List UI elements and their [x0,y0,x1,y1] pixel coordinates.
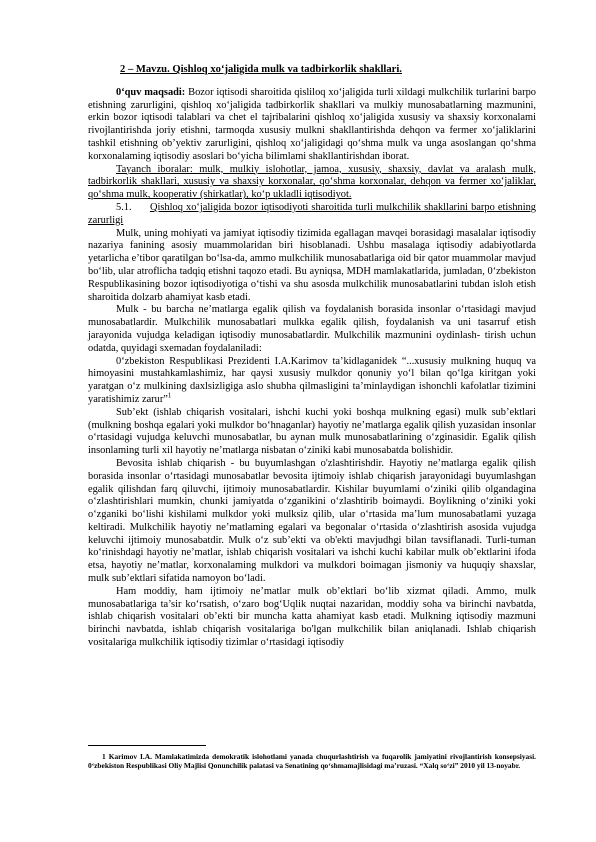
quote-text: 0‘zbekiston Respublikasi Prezidenti I.A.Karimov ta’kidlaganidek “...xususiy mulkning huquq va himoyasini mustahkamlashimiz, har qaysi xususiy mulkdor qonuniy yo‘l bilan qo‘lga kiritgan yoki yaratgan o‘z mulkining daxlsizligiga aslo shubha qilmasligini ta’minlaydigan ishonchli kafolatlar tizimini yaratishimiz zarur” [88,355,536,405]
body-paragraph-4: Sub’ekt (ishlab chiqarish vositalari, ishchi kuchi yoki boshqa mulkning egasi) mulk sub’ektlari (mulkning boshqa egalari yoki mulkdor bo‘hnaganlar) hayotiy ne’matlarga egalik qilish yuzasidan insonlar o‘rtasidagi vujudga keluvchi munosabatlar, bu aynan mulk munosabatlarining o‘zginasidir. Egalik qilish insonlaming turli xil hayotiy ne’matlarga nisbatan o‘ziniki kabi munosabatda bolishidir. [88,406,536,457]
learning-goal [88,87,536,164]
page-title: 2 – Mavzu. Qishloq xo‘jaligida mulk va tadbirkorlik shakllari. [120,64,402,75]
footnote-divider [88,745,206,746]
body-paragraph-6: Ham moddiy, ham ijtimoiy ne’matlar mulk ob’ektlari bo‘lib xizmat qiladi. Ammo, mulk munosabatlariga ta’sir ko‘rsatish, o‘zaro bog‘Uqlik nuqtai nazaridan, moddiy soha va birinchi navbatda, ishlab chiqarish vositalari ob’ekti bir muncha katta ahamiyat kasb etadi. Mulkning iqtisodiy mazmuni birinchi navbatda, ishlab chiqarish vositalariga bo'lgan mulkchilik bilan aniqlanadi. Ishlab chiqarish vositalariga mulkchilik iqtisodiy tizimlar o‘rtasidagi iqtisodiy [88,585,536,649]
body-paragraph-5: Bevosita ishlab chiqarish - bu buyumlashgan o'zlashtirishdir. Hayotiy ne’matlarga egalik qilish borasida insonlar o‘rtasidagi munosabatlar bevosita ijtimoiy ishlab chiqarish jarayonidagi buyumlashgan egalik qilishdan farq qiluvchi, ijtimoiy munosabatlardir. Kishilar buyumlami o‘ziniki qilib olgandagina o‘zlashtirishlari mumkin, chunki jamiyatda o‘zganikini o‘zlashtirib boimaydi. Boylikning o‘ziniki yoki o‘zganiki bo‘lishi kishilami mulkdor yoki mulksiz qilib, ular o‘rtasida ma’lum munosabatlami yuzaga keltiradi. Mulkchilik hayotiy ne’matlaming egalari va begonalar o‘rtasida o‘zlashtirish asosida vujudga keluvchi ijtimoiy munosabatdir. Mulk o‘z sub’ekti va ob'ekti mavjudhgi bilan tavsiflanadi. Turli-tuman ko‘rinishdagi hayotiy ne’matlar, ishlab chiqarish vositalari va ishchi kuchi kabilar mulk ob’ektlarini ifoda etsa, hayotiy ne’matlar, korxonalaming mulkdori va mulkdori boimagan jismoniy va huquqiy shaxslar, mulk sub’ektlari sifatida namoyon bo‘ladi. [88,457,536,585]
section-number: 5.1. [116,201,132,213]
document-body [88,64,536,650]
footnote: 1 Karimov I.A. Mamlakatimizda demokratik islohotlami yanada chuqurlashtirish va fuqarolik jamiyatini rivojlantirish konsepsiyasi. 0‘zbekiston Respublikasi Oliy Majlisi Qonunchilik palatasi va Senatining qo‘shmamajlisidagi ma’ruzasi. “Xalq so‘zi” 2010 yil 13-noyabr. [88,752,536,771]
goal-label: 0‘quv maqsadi: [116,86,186,98]
body-paragraph-1: Mulk, uning mohiyati va jamiyat iqtisodiy tizimida egallagan mavqei borasidagi masalalar iqtisodiy nazariya fanining asosiy muammolaridan biri hisoblanadi. Ushbu masalaga iqtisodiy adabiyotlarda yetarlicha e’tibor qaratilgan bo‘lsa-da, ammo mulkchilik munosabatlariga oid bir qator muammolar mavjud bo‘lib, ular atroflicha tadqiq etishni taqozo etadi. Bu ayniqsa, MDH mamlakatlarida, jumladan, 0‘zbekiston Respublikasining bozor iqtisodiyotiga o‘tishi va shu asosda mulkchilik munosabatlarini tubdan isloh etish sharoitida dolzarb ahamiyat kasb etadi. [88,227,536,303]
footnote-reference[interactable]: 1 [167,391,172,400]
section-heading [88,202,536,228]
body-paragraph-2: Mulk - bu barcha ne’matlarga egalik qilish va foydalanish borasida insonlar o‘rtasidagi mavjud munosabatlardir. Mulkchilik munosabatlari mulkka egalik qilish, foydalanish va uni tasarruf etish jarayonida vujudga keladigan iqtisodiy munosabatlardir. Mulkchilik mazmunini oydinlash- tirish uchun odatda, quyidagi sxemadan foydalaniladi: [88,304,536,354]
goal-text: Bozor iqtisodi sharoitida qisliloq xo‘jaligida turli xildagi mulkchilik turlarini barpo etishning zarurligini, qishloq xo‘jaligida tadbirkorlik shakllari va mulkiy munosabatlarning mazmunini, erkin bozor iqtisodi talablari va chet el tajribalarini qishloq xo‘jaligida xususiy va shaxsiy korxonalami rivojlantirishda joriy etishni, tarmoqda xususiy mulkni shakllantirishda dehqon va fermer xo‘jaliklarini tashkil etishning ob’yektiv zarurligini, qishloq xo‘jaligidagi qo‘shma mulk va unga asoslangan qo‘shma korxonalaming iqtisodiy asoslari bo‘yicha bilimlami shakllantirishdan iborat. [88,86,536,162]
body-paragraph-3 [88,356,536,407]
section-heading-text: Qishloq xo‘jaligida bozor iqtisodiyoti sharoitida turli mulkchilik shakllarini barpo etishning zarurligi [88,201,536,226]
keywords-paragraph: Tayanch iboralar: mulk, mulkiy islohotlar, jamoa, xususiy, shaxsiy, davlat va aralash mulk, tadbirkorlik shakllari, xususiy va shaxsiy korxonalar, qo‘shma korxonalar, dehqon va fermer xo‘jaliklar, qo‘shma mulk, kooperativ (shirkatlar), ko‘p ukladli iqtisodiyot. [88,163,536,201]
